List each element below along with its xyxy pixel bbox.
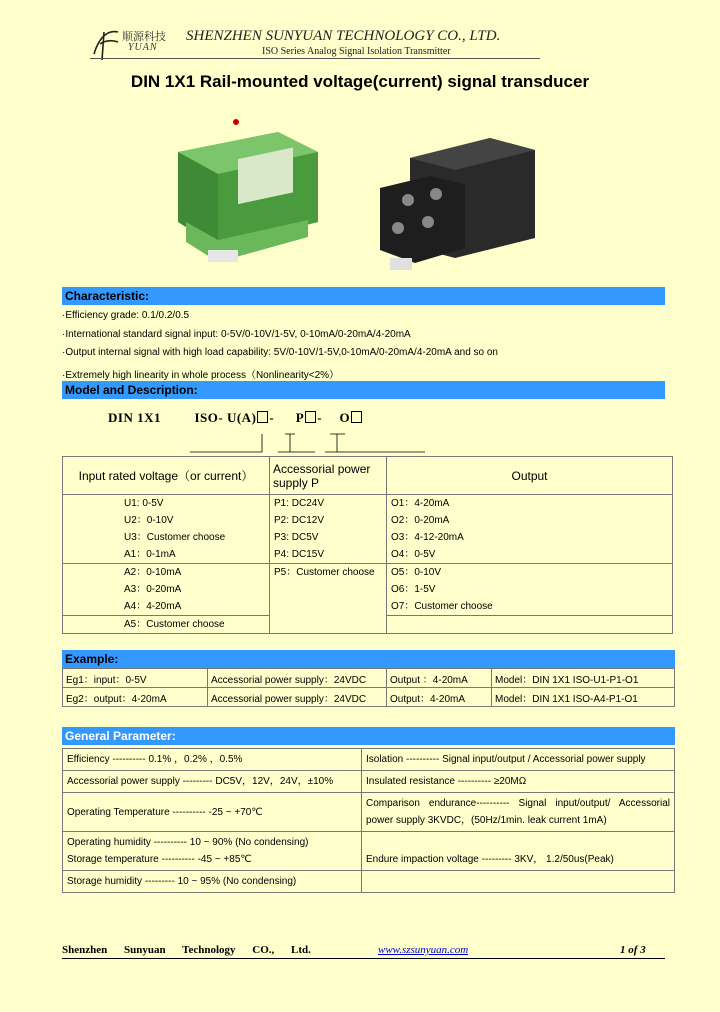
power-option: P4: DC15V — [274, 549, 325, 560]
characteristic-item-4: ·Extremely high linearity in whole process（Nonlinearity<2%） — [62, 370, 340, 381]
output-option: O6：1-5V — [391, 584, 436, 595]
black-transducer-image — [370, 118, 550, 278]
power-option: P2: DC12V — [274, 515, 325, 526]
output-option: O2：0-20mA — [391, 515, 450, 526]
impaction-voltage-cell: Endure impaction voltage --------- 3KV， 1.2/50us(Peak) — [362, 832, 675, 871]
output-option: O3：4-12-20mA — [391, 532, 464, 543]
input-cell-group-2 — [63, 564, 270, 616]
comparison-endurance-cell: Comparison endurance---------- Signal input/output/ Accessorial power supply 3KVDC，(50Hz/1min. leak current 1mA) — [362, 793, 675, 832]
output-cell-empty — [387, 616, 673, 634]
input-option: U2：0-10V — [124, 515, 174, 526]
model-code: DIN 1X1 ISO- U(A) - P - O — [108, 410, 363, 426]
logo-chinese-text: 顺源科技 — [122, 31, 166, 43]
footer-url-link[interactable]: www.szsunyuan.com — [378, 944, 469, 956]
green-transducer-image — [168, 112, 338, 272]
power-supply-cell: Accessorial power supply --------- DC5V，12V，24V，±10% — [63, 771, 362, 793]
isolation-cell: Isolation ---------- Signal input/output / Accessorial power supply — [362, 749, 675, 771]
input-option: A1：0-1mA — [124, 549, 176, 560]
characteristic-item-2: ·International standard signal input: 0-5V/0-10V/1-5V, 0-10mA/0-20mA/4-20mA — [62, 329, 411, 340]
example-table — [62, 668, 675, 707]
storage-temperature-text: Storage temperature ---------- -45 ~ +85℃ — [67, 854, 252, 865]
general-heading: General Parameter: — [62, 727, 675, 745]
operating-humidity-text: Operating humidity ---------- 10 ~ 90% (No condensing) — [67, 837, 309, 848]
example-1-power: Accessorial power supply：24VDC — [208, 669, 387, 688]
input-option: A5：Customer choose — [124, 619, 225, 630]
model-code-p: P — [295, 410, 305, 425]
power-option: P1: DC24V — [274, 498, 325, 509]
input-option: U1: 0-5V — [124, 498, 164, 509]
input-option: A2：0-10mA — [124, 567, 182, 578]
example-2-input: Eg2：output：4-20mA — [63, 688, 208, 707]
output-header: Output — [387, 457, 673, 495]
example-1-output: Output ：4-20mA — [387, 669, 492, 688]
model-code-connectors — [190, 428, 430, 454]
input-option: A3：0-20mA — [124, 584, 182, 595]
power-option: P3: DC5V — [274, 532, 319, 543]
input-option: A4：4-20mA — [124, 601, 182, 612]
output-cell-group-1 — [387, 495, 673, 564]
output-placeholder-box — [351, 411, 362, 423]
header-rule — [90, 58, 540, 59]
model-code-o: O — [339, 410, 351, 425]
output-cell-group-2 — [387, 564, 673, 616]
power-header: Accessorial power supply P — [270, 457, 387, 495]
logo-english-text: YUAN — [128, 42, 158, 53]
footer-rule — [62, 958, 665, 959]
input-header: Input rated voltage（or current） — [63, 457, 270, 495]
footer-page-number: 1 of 3 — [620, 944, 646, 956]
characteristic-item-3: ·Output internal signal with high load capability: 5V/0-10V/1-5V,0-10mA/0-20mA/4-20mA and so on — [62, 347, 498, 358]
example-1-input: Eg1：input：0-5V — [63, 669, 208, 688]
output-option: O7：Customer choose — [391, 601, 493, 612]
document-title: DIN 1X1 Rail-mounted voltage(current) signal transducer — [130, 72, 590, 91]
power-option: P5：Customer choose — [274, 567, 375, 578]
power-placeholder-box — [305, 411, 316, 423]
efficiency-cell: Efficiency ---------- 0.1% ，0.2% ，0.5% — [63, 749, 362, 771]
insulated-resistance-cell: Insulated resistance ---------- ≥20MΩ — [362, 771, 675, 793]
footer-company: Shenzhen Sunyuan Technology CO., Ltd. — [62, 944, 311, 956]
example-2-power: Accessorial power supply：24VDC — [208, 688, 387, 707]
model-code-prefix: DIN 1X1 — [108, 410, 161, 425]
power-cell-group-2 — [270, 564, 387, 634]
model-table — [62, 456, 673, 634]
example-1-model: Model：DIN 1X1 ISO-U1-P1-O1 — [492, 669, 675, 688]
operating-temperature-cell: Operating Temperature ---------- -25 ~ +70℃ — [63, 793, 362, 832]
characteristic-item-1: ·Efficiency grade: 0.1/0.2/0.5 — [62, 310, 190, 321]
company-name: SHENZHEN SUNYUAN TECHNOLOGY CO., LTD. — [186, 28, 501, 44]
input-option: U3：Customer choose — [124, 532, 226, 543]
humidity-storage-cell — [63, 832, 362, 871]
characteristic-heading: Characteristic: — [62, 287, 665, 305]
power-cell-group-1 — [270, 495, 387, 564]
input-cell-group-3 — [63, 616, 270, 634]
example-2-output: Output：4-20mA — [387, 688, 492, 707]
output-option: O1：4-20mA — [391, 498, 450, 509]
output-option: O4：0-5V — [391, 549, 436, 560]
model-heading: Model and Description: — [62, 381, 665, 399]
output-option: O5：0-10V — [391, 567, 442, 578]
example-heading: Example: — [62, 650, 675, 668]
empty-cell — [362, 871, 675, 893]
storage-humidity-cell: Storage humidity --------- 10 ~ 95% (No condensing) — [63, 871, 362, 893]
input-cell-group-1 — [63, 495, 270, 564]
model-code-iso: ISO- U(A) — [194, 410, 257, 425]
series-subtitle: ISO Series Analog Signal Isolation Transmitter — [262, 46, 451, 57]
input-placeholder-box — [257, 411, 268, 423]
general-parameter-table — [62, 748, 675, 893]
example-2-model: Model：DIN 1X1 ISO-A4-P1-O1 — [492, 688, 675, 707]
